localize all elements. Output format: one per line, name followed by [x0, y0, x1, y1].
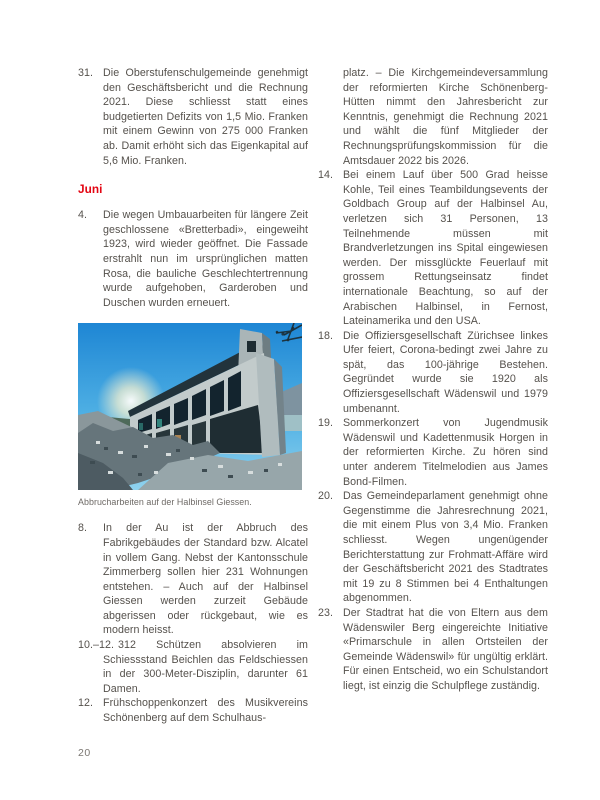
- entry-text: Frühschoppenkonzert des Musikvereins Schönenberg auf dem Schulhaus-: [103, 697, 308, 725]
- entry-text: platz. – Die Kirchgemeindeversammlung der reformierten Kirche Schönenberg-Hütten nimmt den Jahresbericht zur Kenntnis, genehmigt die Rechnung 2021 und wählt die fünf Mitglieder der Rechnungsprüfungskommission für die Amtsdauer 2022 bis 2026.: [343, 67, 548, 167]
- chronicle-entry-20: [318, 489, 548, 606]
- entry-number: 20.: [318, 490, 334, 503]
- entry-text: Die wegen Umbauarbeiten für längere Zeit geschlossene «Bretterbadi», eingeweiht 1923, wird wieder geöffnet. Die Fassade erstrahlt nun im ursprünglichen matten Rosa, die bauliche Geschlechtertrennung wurde aufgehoben, Garderoben und Duschen wurden erneuert.: [103, 209, 308, 309]
- photo-caption: Abbrucharbeiten auf der Halbinsel Giessen.: [78, 497, 252, 508]
- chronicle-entry-18: [318, 329, 548, 417]
- entry-text: Das Gemeindeparlament genehmigt ohne Gegenstimme die Jahresrechnung 2021, die mit einem Plus von 3,4 Mio. Franken schliesst. Wegen ungenügender Berichterstattung zur Frohmatt-Affäre wird der Geschäftsbericht 2021 des Stadtrates mit 19 zu 8 Stimmen bei 4 Enthaltungen abgenommen.: [343, 490, 548, 605]
- chronicle-entry-12: [78, 696, 308, 725]
- entry-text: 312 Schützen absolvieren im Schiessstand Beichlen das Feldschiessen in der 300-Meter-Disziplin, darunter 61 Damen.: [103, 639, 308, 695]
- entry-number: 18.: [318, 329, 334, 342]
- two-column-text-block: [78, 66, 548, 726]
- entry-text: Sommerkonzert von Jugendmusik Wädenswil und Kadettenmusik Horgen in der reformierten Kirche. Zu hören sind unter anderem Titelmelodien aus James Bond-Filmen.: [343, 417, 548, 488]
- page-number: 20: [78, 747, 91, 759]
- entry-number: 31.: [78, 67, 94, 79]
- entry-text: In der Au ist der Abbruch des Fabrikgebäudes der Standard bzw. Alcatel in vollem Gang. Nebst der Kantonsschule Zimmerberg sollen hier 231 Wohnungen entstehen. – Auch auf der Halbinsel Giessen werden zurzeit Gebäude abgerissen oder rückgebaut, wie es modern heisst.: [103, 522, 308, 637]
- chronicle-entry-19: [318, 416, 548, 489]
- entry-number: 8.: [78, 522, 88, 535]
- entry-text: Der Stadtrat hat die von Eltern aus dem Wädenswiler Berg eingereichte Initiative «Primarschule in allen Ortsteilen der Gemeinde Wädenswil» für ungültig erklärt. Für einen Entscheid, wo ein Schulstandort liegt, ist einzig die Schulpflege zuständig.: [343, 606, 548, 692]
- entry-number: 12.: [78, 697, 94, 710]
- entry-number: 19.: [318, 417, 334, 430]
- chronicle-entry-4: [78, 208, 308, 310]
- chronicle-entry-31: [78, 66, 308, 168]
- demolition-photo: [78, 323, 302, 490]
- entry-text: Bei einem Lauf über 500 Grad heisse Kohle, Teil eines Teambildungsevents der Goldbach Group auf der Halbinsel Au, verletzen sich 31 Personen, 13 Teilnehmende müssen mit Brandverletzungen ins Spital eingewiesen werden. Der missglückte Feuerlauf mit grossem Rettungseinsatz findet internationale Beachtung, so auf der Arabischen Halbinsel, in Fernost, Lateinamerika und den USA.: [343, 169, 548, 328]
- entry-number: 10.–12.: [78, 639, 115, 652]
- left-column: [78, 66, 308, 726]
- chronicle-entry-23: [318, 606, 548, 694]
- entry-number: 23.: [318, 606, 334, 619]
- right-column: [318, 66, 548, 726]
- month-heading-juni: Juni: [78, 182, 103, 197]
- entry-number: 4.: [78, 209, 88, 222]
- chronicle-entry-12-continuation: [318, 66, 548, 168]
- entry-text: Die Oberstufenschulgemeinde genehmigt den Geschäftsbericht und die Rechnung 2021. Diese schliesst statt eines budgetierten Defizits von 1,5 Mio. Franken mit einem Gewinn von 275 000 Franken ab. Damit erhöht sich das Eigenkapital auf 5,6 Mio. Franken.: [103, 67, 308, 167]
- chronicle-entry-8: [78, 521, 308, 638]
- entry-text: Die Offiziersgesellschaft Zürichsee linkes Ufer feiert, Corona-bedingt zwei Jahre zu spät, das 100-jährige Bestehen. Gegründet wurde sie 1920 als Offiziersgesellschaft Wädenswil und 1979 umbenannt.: [343, 329, 548, 415]
- chronicle-entry-14: [318, 168, 548, 329]
- chronicle-entry-10-12: [78, 638, 308, 696]
- demolition-photo-figure: [78, 323, 302, 508]
- entry-number: 14.: [318, 169, 334, 182]
